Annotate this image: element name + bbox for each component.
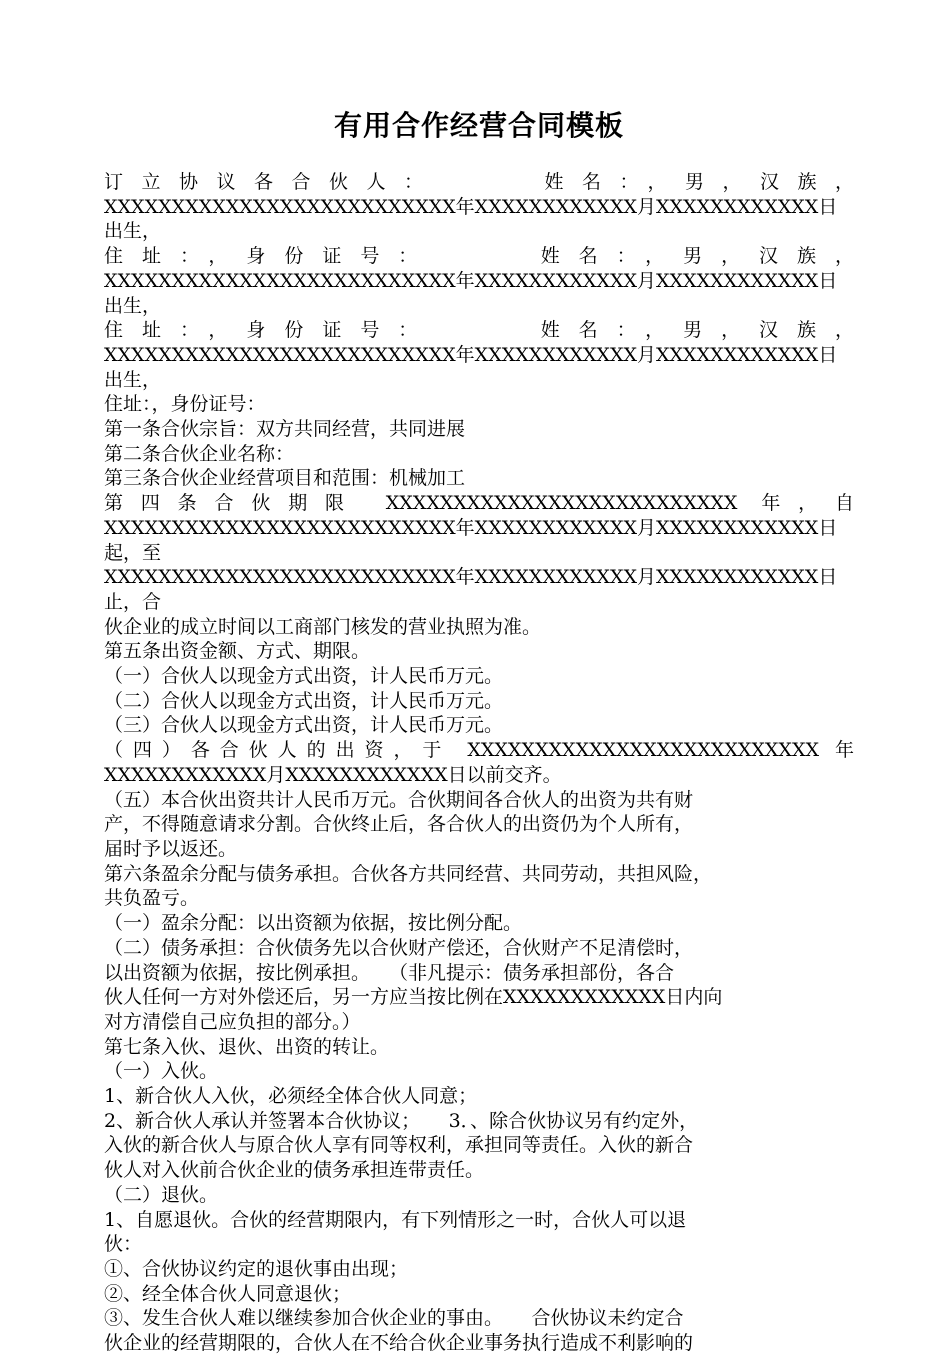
text-line: （一）盈余分配：以出资额为依据，按比例分配。 <box>104 912 523 935</box>
text-line: （三）合伙人以现金方式出资，计人民币万元。 <box>104 714 504 737</box>
text-line: 伙企业的成立时间以工商部门核发的营业执照为准。 <box>104 615 542 638</box>
text-line: （一）合伙人以现金方式出资，计人民币万元。 <box>104 665 504 688</box>
document-title: 有用合作经营合同模板 <box>333 109 624 142</box>
text-line: 住址：，身份证号： 姓名：，男，汉族， <box>104 245 854 268</box>
text-line: 第二条合伙企业名称： <box>104 442 295 465</box>
text-line: 伙人对入伙前合伙企业的债务承担连带责任。 <box>104 1159 485 1182</box>
text-line: 住址：，身份证号： 姓名：，男，汉族， <box>104 319 854 342</box>
text-line: 第四条合伙期限 XXXXXXXXXXXXXXXXXXXXXXXXXX 年，自 <box>104 492 854 515</box>
text-line: 共负盈亏。 <box>104 887 200 910</box>
text-line: （一）入伙。 <box>104 1060 219 1083</box>
text-line: XXXXXXXXXXXXXXXXXXXXXXXXXX年XXXXXXXXXXXX月XXXXXXXXXXXX日出生， <box>104 269 838 317</box>
text-line: 伙企业的经营期限的，合伙人在不给合伙企业事务执行造成不利影响的 <box>104 1332 694 1355</box>
text-line: 1、自愿退伙。合伙的经营期限内，有下列情形之一时，合伙人可以退 <box>104 1208 687 1231</box>
text-line: 第七条入伙、退伙、出资的转让。 <box>104 1035 390 1058</box>
text-line: （五）本合伙出资共计人民币万元。合伙期间各合伙人的出资为共有财 <box>104 788 694 811</box>
text-line: 伙： <box>104 1233 143 1256</box>
text-line: 第五条出资金额、方式、期限。 <box>104 640 371 663</box>
text-line: XXXXXXXXXXXXXXXXXXXXXXXXXX年XXXXXXXXXXXX月XXXXXXXXXXXX日止，合 <box>104 566 838 613</box>
document-body <box>104 170 854 1356</box>
text-line: 第六条盈余分配与债务承担。合伙各方共同经营、共同劳动，共担风险， <box>104 862 713 885</box>
text-line: （二）合伙人以现金方式出资，计人民币万元。 <box>104 689 504 712</box>
text-line: 1、新合伙人入伙，必须经全体合伙人同意； <box>104 1085 478 1108</box>
text-line: XXXXXXXXXXXXXXXXXXXXXXXXXX年XXXXXXXXXXXX月XXXXXXXXXXXX日起，至 <box>104 516 838 564</box>
text-line: 入伙的新合伙人与原合伙人享有同等权利，承担同等责任。入伙的新合 <box>104 1134 694 1157</box>
text-line: 以出资额为依据，按比例承担。 （非凡提示：债务承担部份，各合 <box>104 961 675 984</box>
text-line: （四）各合伙人的出资，于 XXXXXXXXXXXXXXXXXXXXXXXXXX 年 <box>104 739 854 762</box>
text-line: （二）退伙。 <box>104 1183 219 1206</box>
text-line: 伙人任何一方对外偿还后，另一方应当按比例在XXXXXXXXXXXX日内向 <box>104 986 723 1009</box>
text-line: 住址：，身份证号： <box>104 393 266 416</box>
text-line: （二）债务承担：合伙债务先以合伙财产偿还，合伙财产不足清偿时， <box>104 936 694 959</box>
text-line: ①、合伙协议约定的退伙事由出现； <box>104 1257 409 1280</box>
text-line: 2、新合伙人承认并签署本合伙协议； 3．、除合伙协议另有约定外， <box>104 1109 699 1132</box>
text-line: 对方清偿自己应负担的部分。） <box>104 1010 361 1033</box>
text-line: XXXXXXXXXXXXXXXXXXXXXXXXXX年XXXXXXXXXXXX月XXXXXXXXXXXX日出生， <box>104 195 838 243</box>
text-line: 订立协议各合伙人： 姓名：，男，汉族， <box>104 171 854 193</box>
text-line: 届时予以返还。 <box>104 837 238 860</box>
text-line: 第一条合伙宗旨：双方共同经营，共同进展 <box>104 418 466 441</box>
text-line: XXXXXXXXXXXX月XXXXXXXXXXXX日以前交齐。 <box>104 763 562 786</box>
text-line: XXXXXXXXXXXXXXXXXXXXXXXXXX年XXXXXXXXXXXX月XXXXXXXXXXXX日出生， <box>104 343 838 391</box>
text-line: 产，不得随意请求分割。合伙终止后，各合伙人的出资仍为个人所有， <box>104 813 694 836</box>
text-line: ③、发生合伙人难以继续参加合伙企业的事由。 合伙协议未约定合 <box>104 1307 684 1330</box>
text-line: ②、经全体合伙人同意退伙； <box>104 1282 352 1305</box>
text-line: 第三条合伙企业经营项目和范围：机械加工 <box>104 467 466 490</box>
